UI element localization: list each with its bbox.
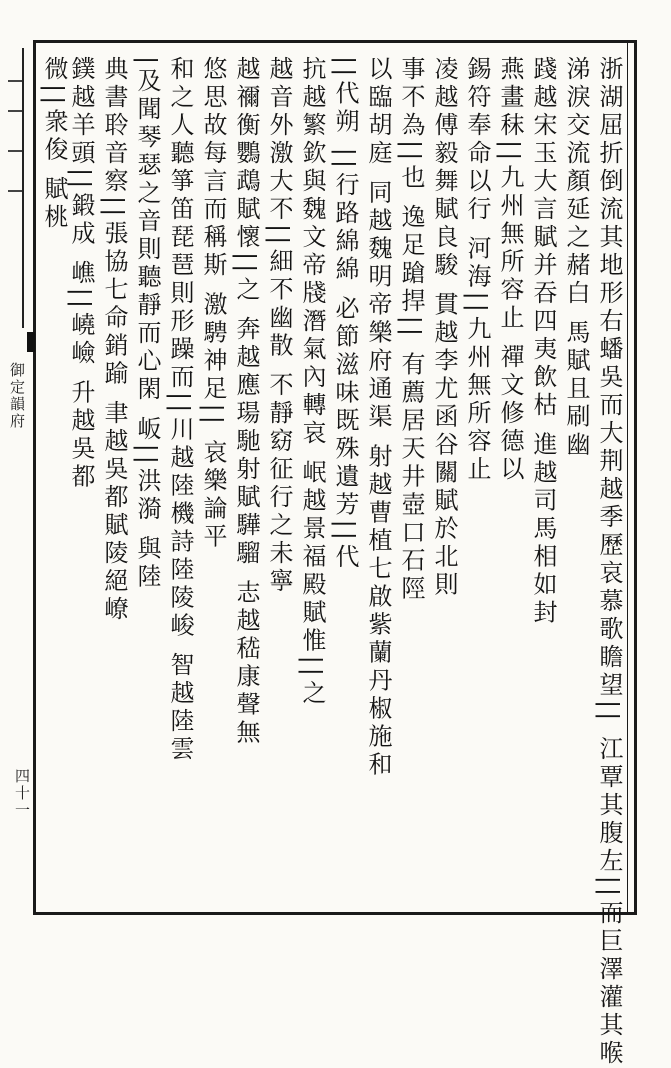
text-column xyxy=(427,56,460,901)
text-column xyxy=(229,56,262,901)
margin-tick xyxy=(8,110,22,112)
column-text: 凌越傅毅舞賦良駿 貫越李尤函谷關賦於北則 xyxy=(430,56,458,600)
text-column xyxy=(262,56,295,901)
text-column xyxy=(493,56,526,901)
text-column xyxy=(460,56,493,901)
text-column xyxy=(592,56,625,1068)
fish-tail-mark xyxy=(27,332,35,352)
text-column xyxy=(130,56,163,901)
column-text: ||代朔 ||行路綿綿 必節滋味既殊遺芳||代 xyxy=(331,56,359,572)
text-column xyxy=(361,56,394,901)
column-text: 錫符奉命以行 河海||九州無所容止 xyxy=(463,56,491,484)
column-text: 以臨胡庭 同越魏明帝樂府通渠 射越曹植七啟紫蘭丹椒施和 xyxy=(364,56,392,780)
column-text: |及聞琴瑟之音則聽靜而心閑 岅||洪漪 與陸 xyxy=(133,56,161,592)
text-column xyxy=(37,56,68,901)
text-column xyxy=(559,56,592,901)
frame-top-border xyxy=(33,40,637,43)
text-column xyxy=(526,56,559,901)
column-text: 越音外激大不||細不幽散 不靜窈征行之未寧 xyxy=(265,56,293,596)
text-column xyxy=(394,56,427,901)
column-text: 踐越宋玉大言賦并吞四夷飲枯 進越司馬相如封 xyxy=(529,56,557,628)
column-text: 越禰衡鸚鵡賦懷||之 奔越應瑒馳射賦驊騮 志越嵇康聲無 xyxy=(232,56,260,748)
column-text: 鏷越羊頭||鍛成 嶕||嶢嶮 升越吳都 xyxy=(67,56,95,492)
text-column xyxy=(328,56,361,901)
block-edge xyxy=(22,48,35,328)
text-column xyxy=(97,56,130,901)
column-text: 燕畫秣||九州無所容止 禪文修德以 xyxy=(496,56,524,484)
column-text: 悠思故每言而稱斯 激騁神足|| 哀樂論平 xyxy=(199,56,227,552)
page-margin xyxy=(0,40,33,915)
margin-tick xyxy=(8,150,22,152)
page-number: 四十一 xyxy=(13,768,31,819)
column-text: 涕淚交流顏延之赭白 馬賦且刷幽 xyxy=(562,56,590,460)
margin-tick xyxy=(8,80,22,82)
margin-tick xyxy=(8,190,22,192)
column-text: 典書聆音察||張協七命銷踰 聿越吳都賦陵絕嶛 xyxy=(100,56,128,624)
column-text: 抗越繁欽與魏文帝牋潛氣內轉哀 岷越景福殿賦惟||之 xyxy=(298,56,326,708)
column-text: 微||衆俊 賦桃 xyxy=(40,56,68,232)
column-text: 事不為||也 逸足蹌捍|| 有薦居天井壺口石陘 xyxy=(397,56,425,604)
running-title: 御定韻府 xyxy=(8,362,26,430)
frame-right-border xyxy=(634,40,637,915)
column-text: 浙湖屈折倒流其地形右蟠吳而大荆越季歷哀慕歌瞻望|| 江覃其腹左||而巨澤灌其喉 xyxy=(595,56,623,1068)
text-column xyxy=(295,56,328,901)
frame-right-inner-border xyxy=(627,40,628,915)
text-column xyxy=(163,56,196,901)
text-column xyxy=(196,56,229,901)
frame-bottom-border xyxy=(33,912,637,915)
column-text: 和之人聽箏笛琵琶則形躁而||川越陸機詩陸陵峻 智越陸雲 xyxy=(166,56,194,764)
